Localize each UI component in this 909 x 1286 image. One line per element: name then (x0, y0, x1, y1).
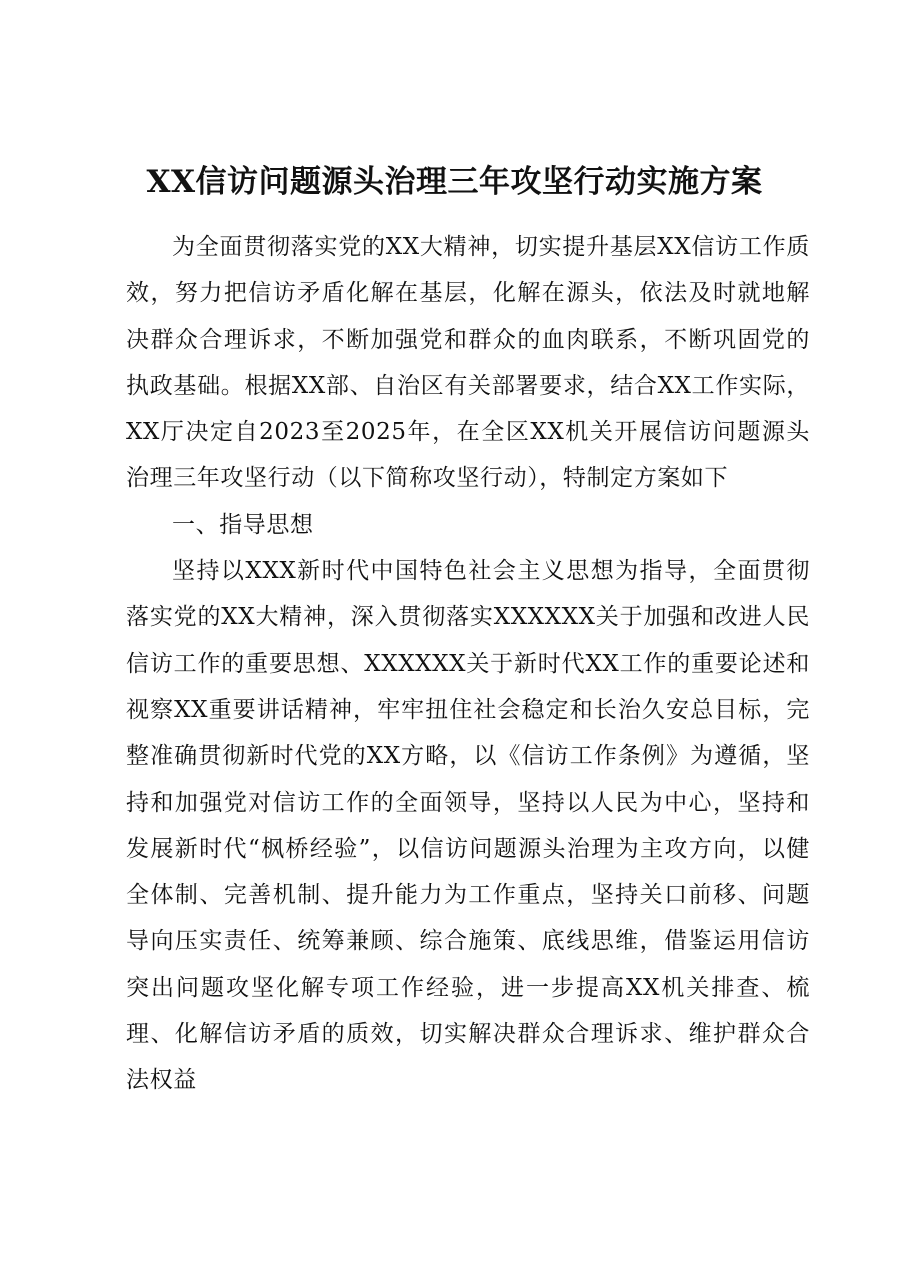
document-title: XX信访问题源头治理三年攻坚行动实施方案 (146, 164, 763, 200)
intro-paragraph: 为全面贯彻落实党的XX大精神，切实提升基层XX信访工作质效，努力把信访矛盾化解在基层，化解在源头，依法及时就地解决群众合理诉求，不断加强党和群众的血肉联系，不断巩固党的执政基础。根据XX部、自治区有关部署要求，结合XX工作实际，XX厅决定自2023至2025年，在全区XX机关开展信访问题源头治理三年攻坚行动（以下简称攻坚行动），特制定方案如下 (126, 234, 810, 492)
guiding-ideology-paragraph: 坚持以XXX新时代中国特色社会主义思想为指导，全面贯彻落实党的XX大精神，深入贯彻落实XXXXXX关于加强和改进人民信访工作的重要思想、XXXXXX关于新时代XX工作的重要论述和视察XX重要讲话精神，牢牢扭住社会稳定和长治久安总目标，完整准确贯彻新时代党的XX方略，以《信访工作条例》为遵循，坚持和加强党对信访工作的全面领导，坚持以人民为中心，坚持和发展新时代“枫桥经验”，以信访问题源头治理为主攻方向，以健全体制、完善机制、提升能力为工作重点，坚持关口前移、问题导向压实责任、统筹兼顾、综合施策、底线思维，借鉴运用信访突出问题攻坚化解专项工作经验，进一步提高XX机关排查、梳理、化解信访矛盾的质效，切实解决群众合理诉求、维护群众合法权益 (126, 558, 810, 1094)
section-heading-guiding-ideology: 一、指导思想 (172, 511, 314, 538)
document-body (126, 224, 810, 1104)
